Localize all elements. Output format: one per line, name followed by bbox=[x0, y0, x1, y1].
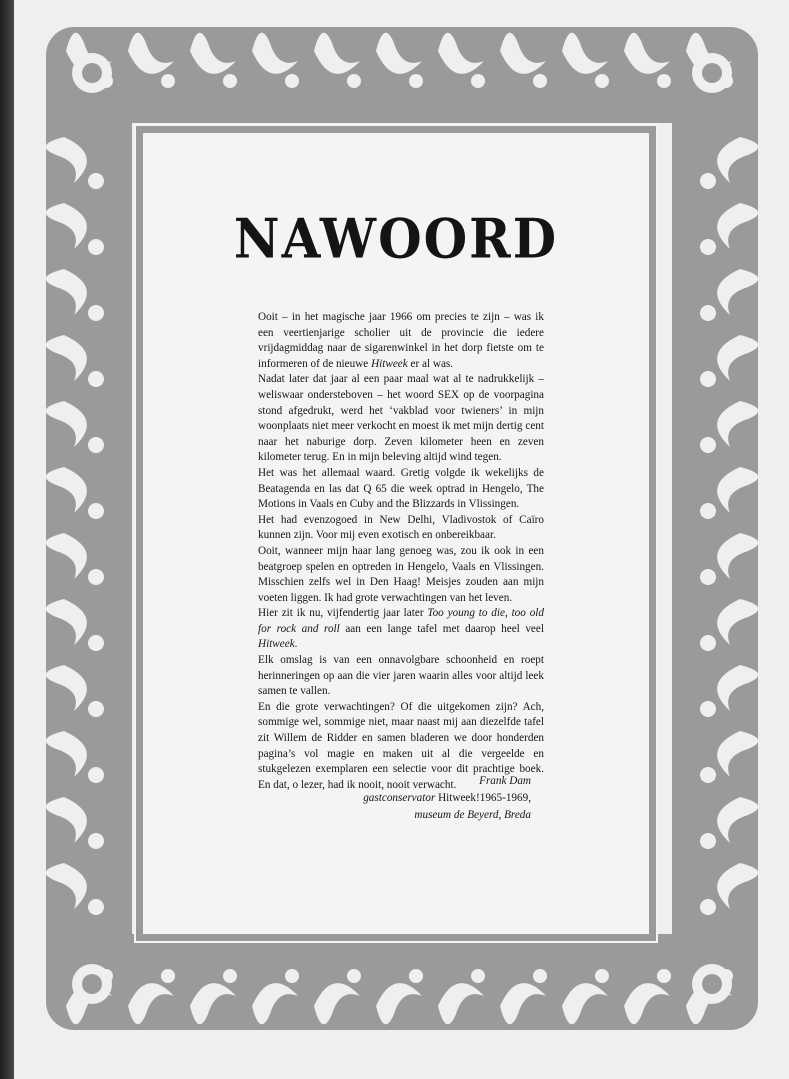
dot-shape bbox=[88, 371, 104, 387]
museum-name: museum de Beyerd, Breda bbox=[414, 809, 531, 821]
dot-shape bbox=[700, 503, 716, 519]
page-title: NAWOORD bbox=[233, 206, 559, 271]
dot-shape bbox=[88, 239, 104, 255]
paragraph-1: Ooit – in het magische jaar 1966 om precies te zijn – was ik een veertienjarige scholier uit de provincie die iedere vrijdagmiddag naar de sigarenwinkel in het dorp fietste om te informeren of de nieuwe Hitweek er al was. bbox=[258, 311, 544, 370]
dot-shape bbox=[700, 305, 716, 321]
dot-shape bbox=[409, 74, 423, 88]
dot-shape bbox=[533, 74, 547, 88]
dot-shape bbox=[700, 173, 716, 189]
paragraph-2: Nadat later dat jaar al een paar maal wat al te nadrukkelijk – weliswaar ondersteboven – het woord SEX op de voorpagina stond afgedrukt, werd het ‘vakblad voor twieners’ in mijn woonplaats niet meer verkocht en moest ik met mijn dertig cent naar het naburige dorp. Zeven kilometer heen en zeven kilometer terug. En in mijn beleving altijd wind tegen. bbox=[258, 373, 544, 464]
paragraph-7: Elk omslag is van een onnavolgbare schoonheid en roept herinneringen op aan die vier jaren waarin alles voor altijd leek samen te vallen. bbox=[258, 654, 544, 698]
dot-shape bbox=[409, 969, 423, 983]
dot-shape bbox=[700, 569, 716, 585]
dot-shape bbox=[347, 74, 361, 88]
dot-shape bbox=[88, 635, 104, 651]
book-spine-shadow bbox=[0, 0, 14, 1079]
paragraph-4: Het had evenzogoed in New Delhi, Vladivostok of Caïro kunnen zijn. Voor mij even exotisch en onbereikbaar. bbox=[258, 513, 544, 542]
dot-shape bbox=[700, 833, 716, 849]
dot-shape bbox=[223, 969, 237, 983]
dot-shape bbox=[285, 74, 299, 88]
author-name: Frank Dam bbox=[479, 775, 531, 787]
dot-shape bbox=[88, 173, 104, 189]
dot-shape bbox=[223, 74, 237, 88]
signature-block bbox=[363, 773, 531, 824]
dot-shape bbox=[700, 371, 716, 387]
corner-ring-center bbox=[82, 974, 102, 994]
corner-ring-center bbox=[702, 63, 722, 83]
dot-shape bbox=[88, 899, 104, 915]
afterword-body bbox=[258, 310, 544, 793]
author-role: gastconservator Hitweek!1965-1969, bbox=[363, 792, 531, 804]
dot-shape bbox=[347, 969, 361, 983]
dot-shape bbox=[88, 569, 104, 585]
dot-shape bbox=[285, 969, 299, 983]
dot-shape bbox=[88, 701, 104, 717]
dot-shape bbox=[700, 767, 716, 783]
dot-shape bbox=[700, 239, 716, 255]
dot-shape bbox=[161, 74, 175, 88]
corner-ring-center bbox=[82, 63, 102, 83]
dot-shape bbox=[700, 437, 716, 453]
dot-shape bbox=[88, 305, 104, 321]
paragraph-5: Ooit, wanneer mijn haar lang genoeg was, zou ik ook in een beatgroep spelen en optreden in Hengelo, Vaals en Vlissingen. Misschien zelfs wel in Den Haag! Meisjes zouden aan mijn voeten liggen. Ik had grote verwachtingen van het leven. bbox=[258, 544, 544, 604]
corner-ring-center bbox=[702, 974, 722, 994]
dot-shape bbox=[595, 969, 609, 983]
dot-shape bbox=[161, 969, 175, 983]
text-panel bbox=[136, 126, 656, 941]
paragraph-8: En die grote verwachtingen? Of die uitgekomen zijn? Ach, sommige wel, sommige niet, maar naast mij aan diezelfde tafel zit Willem de Ridder en samen bladeren we door honderden pagina’s vol magie en maken uit al die vergeelde en stukgelezen exemplaren een selectie voor dit prachtige boek. En dat, o lezer, had ik nooit, nooit verwacht. bbox=[258, 700, 544, 791]
dot-shape bbox=[471, 74, 485, 88]
dot-shape bbox=[595, 74, 609, 88]
dot-shape bbox=[471, 969, 485, 983]
dot-shape bbox=[88, 767, 104, 783]
dot-shape bbox=[657, 74, 671, 88]
dot-shape bbox=[700, 899, 716, 915]
paragraph-6: Hier zit ik nu, vijfendertig jaar later Too young to die, too old for rock and roll aan een lange tafel met daarop heel veel Hitweek. bbox=[258, 607, 544, 651]
paragraph-3: Het was het allemaal waard. Gretig volgde ik wekelijks de Beatagenda en las dat Q 65 die week optrad in Hengelo, The Motions in Vaals en Cuby and the Blizzards in Vlissingen. bbox=[258, 466, 544, 511]
dot-shape bbox=[533, 969, 547, 983]
dot-shape bbox=[88, 437, 104, 453]
dot-shape bbox=[88, 503, 104, 519]
dot-shape bbox=[700, 701, 716, 717]
dot-shape bbox=[700, 635, 716, 651]
dot-shape bbox=[657, 969, 671, 983]
dot-shape bbox=[88, 833, 104, 849]
book-page bbox=[14, 0, 789, 1079]
